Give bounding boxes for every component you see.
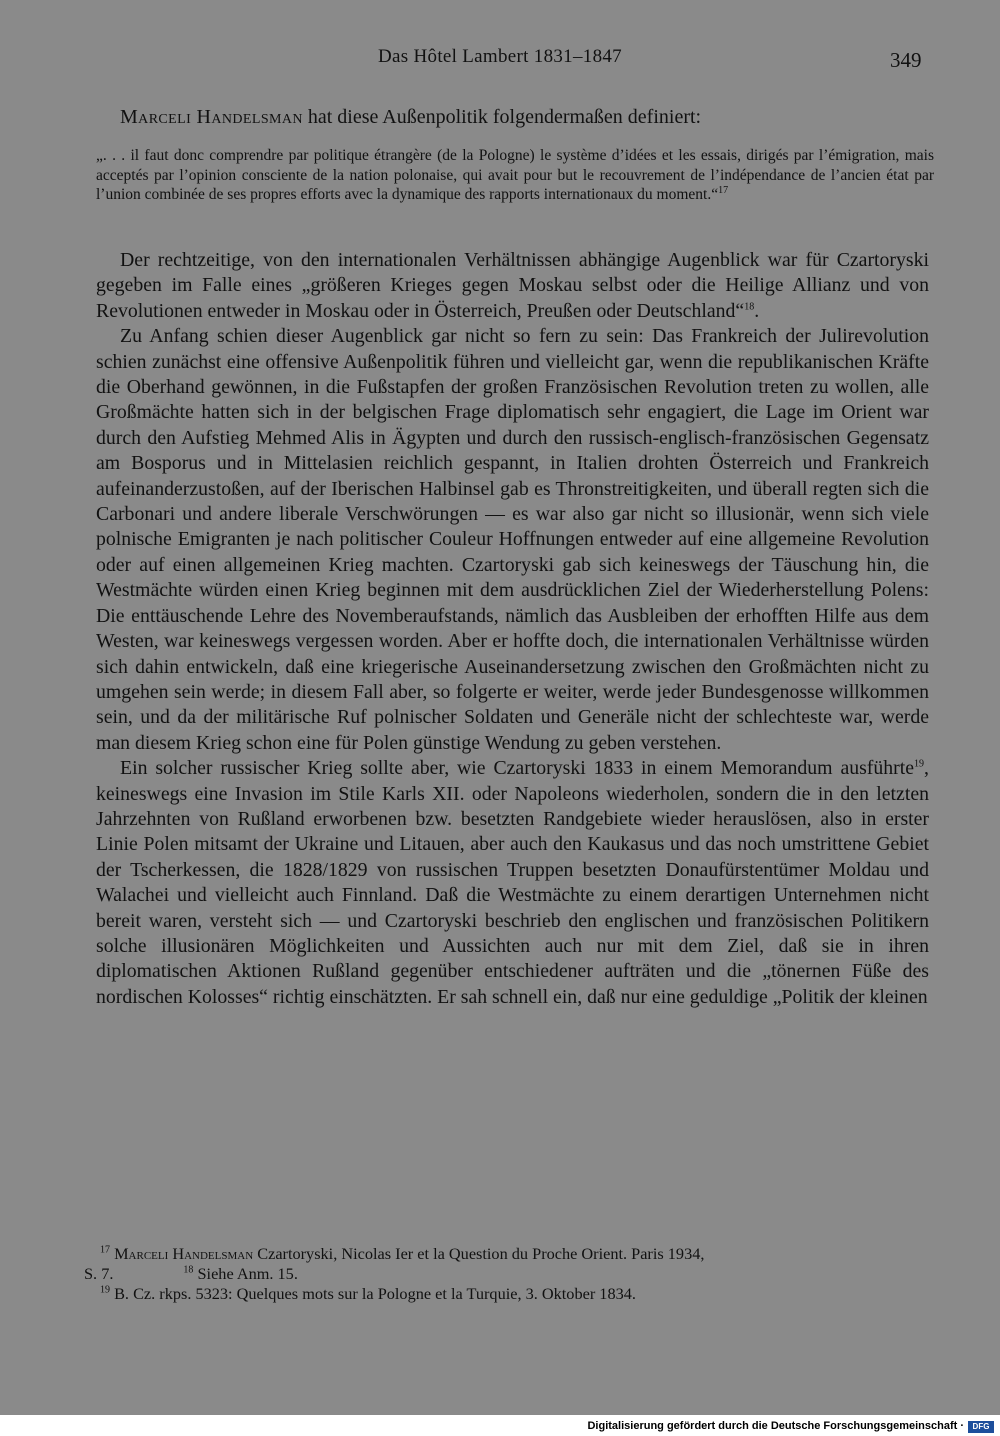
footnote-17-continuation-line [84, 1264, 934, 1284]
footnote-19-text: B. Cz. rkps. 5323: Quelques mots sur la Pologne et la Turquie, 3. Oktober 1834. [110, 1284, 636, 1303]
footnote-17-text: Czartoryski, Nicolas Ier et la Question du Proche Orient. Paris 1934, [253, 1244, 705, 1263]
footnote-17-author: Marceli Handelsman [114, 1244, 254, 1263]
paragraph-2: Zu Anfang schien dieser Augenblick gar nicht so fern zu sein: Das Frankreich der Julirevolution schien zunächst eine offensive Außenpolitik führen und vielleicht gar, wenn die republikanischen Kräfte die Oberhand gewönnen, in die Fußstapfen der großen Französischen Revolution treten zu wollen, alle Großmächte hatten sich in der belgischen Frage diplomatisch sehr engagiert, die Lage im Orient war durch den Aufstieg Mehmed Alis in Ägypten und durch den russisch-englisch-französischen Gegensatz am Bosporus und in Mittelasien reichlich gespannt, in Italien drohten Österreich und Frankreich aufeinanderzustoßen, auf der Iberischen Halbinsel gab es Thronstreitigkeiten, und überall regten sich die Carbonari und andere liberale Verschwörungen — es war also gar nicht so illusionär, wenn sich viele polnische Emigranten je nach politischer Couleur Hoffnungen entweder auf eine allgemeine Revolution oder auf einen allgemeinen Krieg machten. Czartoryski gab sich keineswegs der Täuschung hin, die Westmächte würden einen Krieg beginnen mit dem ausdrücklichen Ziel der Wiederherstellung Polens: Die enttäuschende Lehre des Novemberaufstands, nämlich das Ausbleiben der erhofften Hilfe aus dem Westen, war keineswegs vergessen worden. Aber er hoffte doch, die internationalen Verhältnisse würden sich dahin entwickeln, daß eine kriegerische Auseinandersetzung zwischen den Großmächten nicht zu umgehen sein werde; in diesem Fall aber, so folgerte er weiter, werde jeder Bundesgenosse willkommen sein, und da der militärische Ruf polnischer Soldaten und Generäle nicht der schlechteste war, werde man diesem Krieg schon eine für Polen günstige Wendung zu geben verstehen. [96, 325, 929, 754]
footnote-18-number: 18 [183, 1264, 194, 1276]
footnote-17 [84, 1244, 934, 1264]
paragraph-3-text-after: , keineswegs eine Invasion im Stile Karls XII. oder Napoleons wiederholen, sondern die in den letzten Jahrzehnten von Rußland erworbenen bzw. besetzten Randgebiete wieder herauslösen, also in erster Linie Polen mitsamt der Ukraine und Litauen, aber auch den Kaukasus und das noch umstrittene Gebiet der Tscherkessen, die 1828/1829 von russischen Truppen besetzten Donaufürstentümer Moldau und Walachei und vielleicht auch Finnland. Daß die Westmächte zu einem derartigen Unternehmen nicht bereit waren, versteht sich — und Czartoryski beschrieb den englischen und französischen Politikern solche illusionären Möglichkeiten und Aussichten auch nur mit dem Ziel, daß sie in ihren diplomatischen Aktionen Rußland gegenüber entschiedener aufträten und die „tönernen Füße des nordischen Kolosses“ richtig einschätzten. Er sah schnell ein, daß nur eine geduldige „Politik der kleinen [96, 757, 929, 1008]
page-number: 349 [890, 48, 922, 72]
quote-text: „. . . il faut donc comprendre par politique étrangère (de la Pologne) le système d’idées et les essais, dirigés par l’émigration, mais acceptés par l’opinion consciente de la nation polonaise, qui avait pour but le recouvrement de l’indépendance de l’ancien état par l’union combinée de ses propres efforts avec la dynamique des rapports internationaux du moment.“ [96, 147, 934, 203]
body-text [96, 248, 929, 1010]
footnote-18-text: Siehe Anm. 15. [193, 1264, 298, 1283]
footnote-17-number: 17 [100, 1244, 110, 1256]
intro-line [120, 104, 940, 130]
block-quote [96, 146, 934, 205]
paragraph-3-text-before: Ein solcher russischer Krieg sollte aber, wie Czartoryski 1833 in einem Memorandum ausführte [120, 757, 915, 780]
dfg-credit-text: Digitalisierung gefördert durch die Deutsche Forschungsgemeinschaft · [587, 1420, 964, 1432]
dfg-logo-icon[interactable]: DFG [968, 1421, 994, 1433]
running-header: Das Hôtel Lambert 1831–1847 [378, 46, 622, 67]
paragraph-1-end: . [754, 299, 760, 322]
footnote-19-number: 19 [100, 1284, 110, 1296]
footnote-19 [84, 1284, 934, 1304]
footnote-17-continuation: S. 7. [84, 1264, 114, 1283]
paragraph-1-text: Der rechtzeitige, von den internationalen Verhältnissen abhängige Augenblick war für Czartoryski gegeben im Falle eines „größeren Krieges gegen Moskau selbst oder die Heilige Allianz und von Revolutionen entweder in Moskau oder in Österreich, Preußen oder Deutschland“ [96, 249, 929, 322]
footnote-ref-17[interactable]: 17 [718, 184, 729, 196]
footnote-18 [183, 1264, 297, 1283]
footnotes [84, 1244, 934, 1304]
paragraph-1 [96, 248, 929, 324]
intro-text: hat diese Außenpolitik folgendermaßen definiert: [302, 106, 702, 128]
digitization-footer [0, 1419, 1000, 1436]
intro-author: Marceli Handelsman [120, 106, 303, 128]
footnote-ref-18[interactable]: 18 [744, 301, 755, 313]
footnote-ref-19[interactable]: 19 [914, 758, 925, 770]
paragraph-3 [96, 756, 929, 1010]
